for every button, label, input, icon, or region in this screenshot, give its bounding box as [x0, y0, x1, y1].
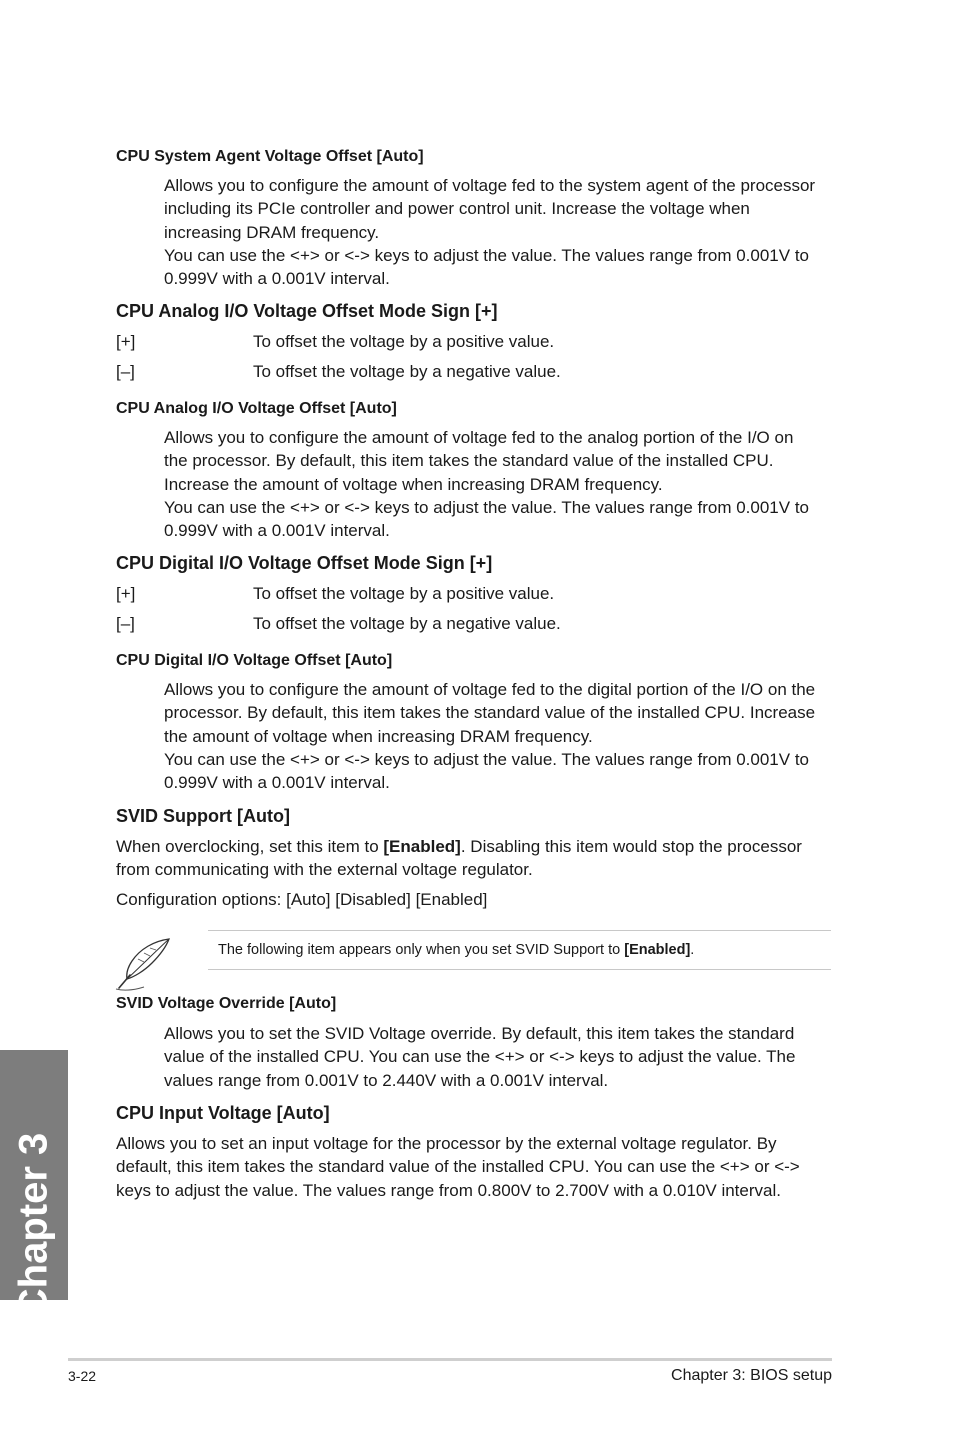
text-run: . Disabling this item would stop the processor [460, 837, 802, 856]
text-line [116, 835, 832, 858]
note-bottom-rule [208, 969, 831, 970]
option-description: To offset the voltage by a negative value. [253, 614, 561, 633]
footer-chapter-title: Chapter 3: BIOS setup [671, 1367, 832, 1384]
text-line: value of the installed CPU. You can use the <+> or <-> keys to adjust the value. The [164, 1047, 796, 1067]
digital-offset-description [164, 678, 832, 794]
svid-override-description [164, 1022, 832, 1092]
heading-system-agent-offset: CPU System Agent Voltage Offset [Auto] [116, 148, 424, 165]
text-line: keys to adjust the value. The values range from 0.800V to 2.700V with a 0.010V interval. [116, 1180, 781, 1200]
option-key: [+] [116, 584, 136, 603]
footer-rule [68, 1358, 832, 1361]
text-line: increasing DRAM frequency. [164, 222, 380, 242]
heading-svid-support: SVID Support [Auto] [116, 806, 290, 826]
heading-analog-offset: CPU Analog I/O Voltage Offset [Auto] [116, 400, 397, 417]
heading-cpu-input-voltage: CPU Input Voltage [Auto] [116, 1103, 330, 1123]
chapter-side-tab [0, 1050, 68, 1318]
option-description: To offset the voltage by a negative value. [253, 362, 561, 381]
text-line: Allows you to set an input voltage for the processor by the external voltage regulator. By [116, 1134, 777, 1153]
text-line: You can use the <+> or <-> keys to adjust the value. The values range from 0.001V to [164, 749, 810, 769]
text-run: . [690, 942, 695, 958]
analog-offset-description [164, 426, 832, 542]
input-voltage-description [116, 1132, 832, 1202]
system-agent-description [164, 174, 832, 290]
heading-digital-sign: CPU Digital I/O Voltage Offset Mode Sign [+] [116, 553, 493, 573]
text-line: Allows you to configure the amount of voltage fed to the digital portion of the I/O on the [164, 680, 816, 699]
option-key: [–] [116, 362, 135, 381]
page-number: 3-22 [68, 1368, 97, 1384]
text-line: including its PCIe controller and power control unit. Increase the voltage when [164, 199, 750, 219]
enabled-emphasis: [Enabled] [624, 942, 691, 958]
svid-support-description [116, 835, 832, 882]
text-line: processor. By default, this item takes the standard value of the installed CPU. Increase [164, 703, 816, 723]
text-line: default, this item takes the standard value of the installed CPU. You can use the <+> or <-> [116, 1157, 800, 1177]
text-line: You can use the <+> or <-> keys to adjust the value. The values range from 0.001V to [164, 245, 810, 265]
text-line: Allows you to configure the amount of voltage fed to the system agent of the processor [164, 176, 816, 195]
text-line: Allows you to configure the amount of voltage fed to the analog portion of the I/O on [164, 428, 794, 447]
option-key: [–] [116, 614, 135, 633]
text-line: Increase the amount of voltage when increasing DRAM frequency. [164, 474, 663, 494]
text-line: the amount of voltage when increasing DRAM frequency. [164, 726, 593, 746]
text-line: 0.999V with a 0.001V interval. [164, 521, 390, 541]
text-run: The following item appears only when you set SVID Support to [218, 942, 625, 958]
note-top-rule [208, 930, 831, 931]
heading-analog-sign: CPU Analog I/O Voltage Offset Mode Sign [+] [116, 301, 498, 321]
text-line: values range from 0.001V to 2.440V with a 0.001V interval. [164, 1070, 609, 1090]
text-line: the processor. By default, this item takes the standard value of the installed CPU. [164, 451, 774, 471]
note-text [218, 940, 694, 960]
text-line: 0.999V with a 0.001V interval. [164, 269, 390, 289]
option-key: [+] [116, 332, 136, 351]
text-run: When overclocking, set this item to [116, 837, 384, 856]
svid-config-options: Configuration options: [Auto] [Disabled] [Enabled] [116, 890, 488, 909]
text-line: from communicating with the external voltage regulator. [116, 860, 533, 880]
option-description: To offset the voltage by a positive value. [253, 584, 555, 603]
text-line: Allows you to set the SVID Voltage override. By default, this item takes the standard [164, 1024, 795, 1043]
text-line: You can use the <+> or <-> keys to adjust the value. The values range from 0.001V to [164, 497, 810, 517]
text-line: 0.999V with a 0.001V interval. [164, 773, 390, 793]
option-description: To offset the voltage by a positive value. [253, 332, 555, 351]
quill-pen-icon [114, 935, 174, 993]
chapter-side-label: Chapter 3 [11, 1132, 56, 1318]
heading-digital-offset: CPU Digital I/O Voltage Offset [Auto] [116, 652, 393, 669]
heading-svid-override: SVID Voltage Override [Auto] [116, 995, 337, 1012]
enabled-emphasis: [Enabled] [383, 837, 461, 856]
